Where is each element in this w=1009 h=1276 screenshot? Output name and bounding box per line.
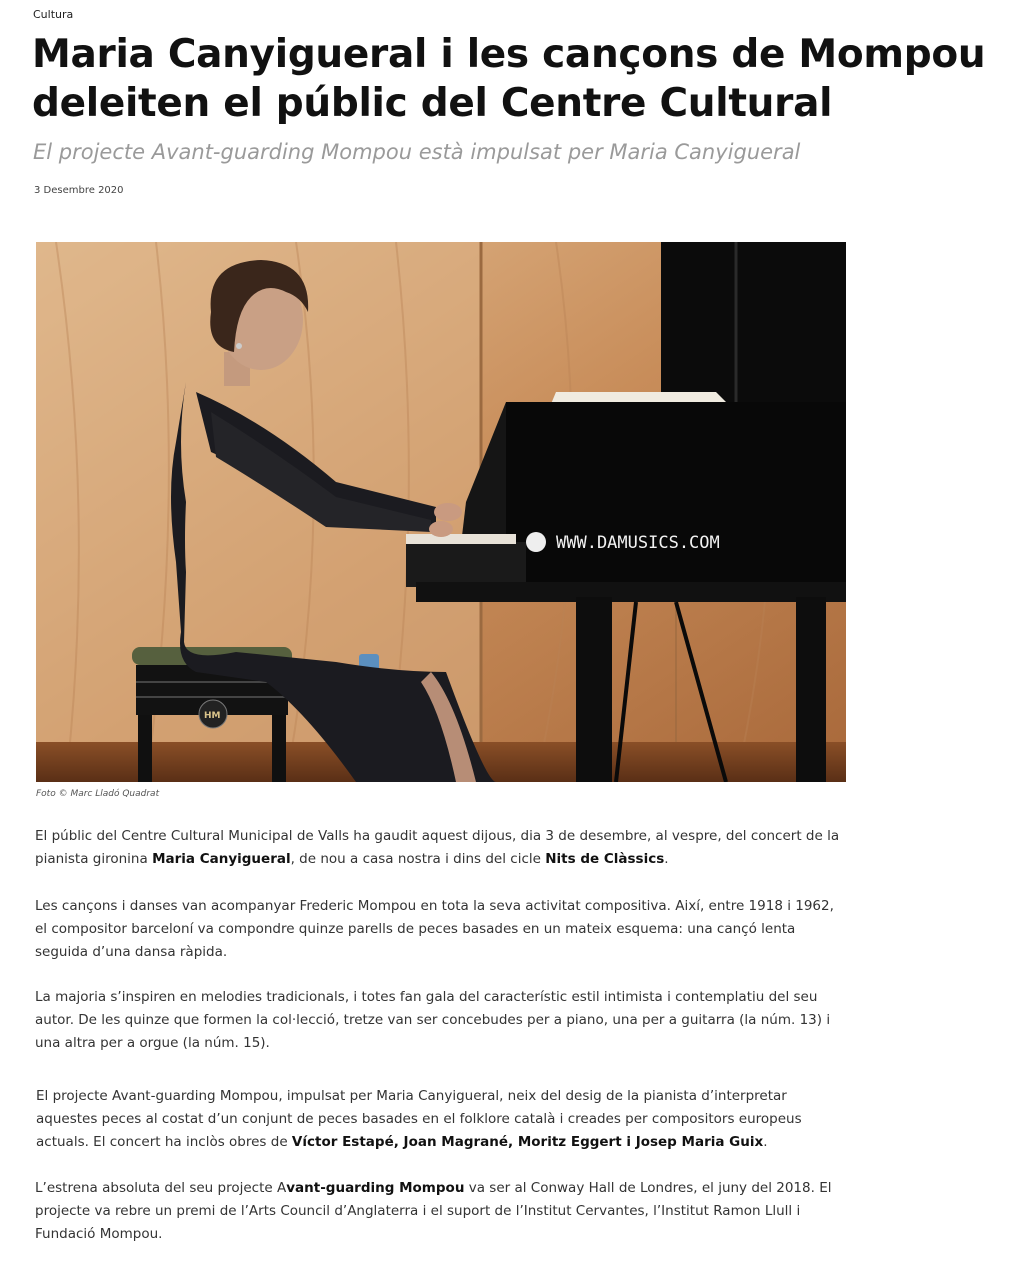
article-paragraph-3: La majoria s’inspiren en melodies tradicionals, i totes fan gala del característic estil intimista i contemplatiu del seu autor. De les quinze que formen la col·lecció, tretze van ser concebudes per a piano, una per a guitarra (la núm. 13) i una altra per a orgue (la núm. 15). bbox=[35, 989, 831, 1051]
article-subtitle: El projecte Avant-guarding Mompou està impulsat per Maria Canyigueral bbox=[33, 140, 801, 164]
pianist-photo-illustration bbox=[36, 242, 846, 782]
cycle-name: Nits de Clàssics bbox=[545, 851, 665, 867]
article-paragraph-5: L’estrena absoluta del seu projecte Avant-guarding Mompou va ser al Conway Hall de Londres, el juny del 2018. El projecte va rebre un premi de l’Arts Council d’Anglaterra i el suport de l’Institut Cervantes, l’Institut Ramon Llull i Fundació Mompou. bbox=[35, 1180, 832, 1242]
article-paragraph-4: El projecte Avant-guarding Mompou, impulsat per Maria Canyigueral, neix del desig de la pianista d’interpretar aquestes peces al costat d’un conjunt de peces basades en el folklore català i creades per compositors europeus actuals. El concert ha inclòs obres de Víctor Estapé, Joan Magrané, Moritz Eggert i Josep Maria Guix. bbox=[36, 1088, 802, 1150]
article-photo bbox=[36, 242, 846, 782]
article-title: Maria Canyigueral i les cançons de Mompou deleiten el públic del Centre Cultural bbox=[32, 32, 986, 126]
publish-date: 3 Desembre 2020 bbox=[34, 185, 124, 196]
category-link[interactable]: Cultura bbox=[33, 8, 74, 21]
composers-list: Víctor Estapé, Joan Magrané, Moritz Eggert i Josep Maria Guix bbox=[291, 1134, 764, 1150]
bench-badge: HM bbox=[204, 711, 221, 721]
pianist-name: Maria Canyigueral bbox=[152, 851, 291, 867]
article-paragraph-2: Les cançons i danses van acompanyar Frederic Mompou en tota la seva activitat compositiva. Així, entre 1918 i 1962, el compositor barceloní va compondre quinze parells de peces basades en un mateix esquema: una cançó lenta seguida d’una dansa ràpida. bbox=[35, 898, 834, 960]
piano-brand-text: WWW.DAMUSICS.COM bbox=[556, 533, 720, 553]
article-paragraph-1: El públic del Centre Cultural Municipal de Valls ha gaudit aquest dijous, dia 3 de desembre, al vespre, del concert de la pianista gironina Maria Canyigueral, de nou a casa nostra i dins del cicle Nits de Clàssics. bbox=[35, 828, 840, 867]
photo-caption: Foto © Marc Lladó Quadrat bbox=[36, 789, 160, 799]
project-name: vant-guarding Mompou bbox=[286, 1180, 465, 1196]
